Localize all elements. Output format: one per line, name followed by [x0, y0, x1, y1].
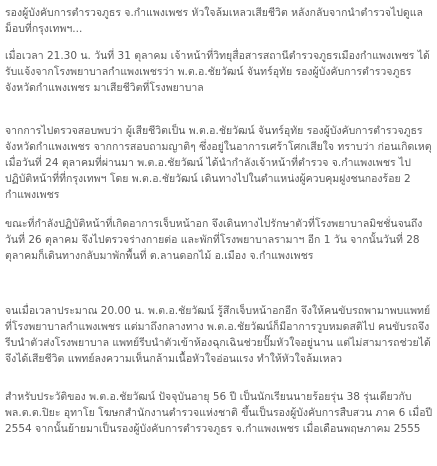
article-paragraph: ขณะที่กำลังปฏิบัติหน้าที่เกิดอาการเจ็บหน้าอก จึงเดินทางไปรักษาตัวที่โรงพยาบาลมิชชั่นจนถึงวันที่ 26 ตุลาคม จึงไปตรวจร่างกายต่อ และพักที่โรงพยาบาลรามาฯ อีก 1 วัน จากนั้นวันที่ 28 ตุลาคมก็เดินทางกลับมาพักพื้นที่ ต.ลานดอกไม้ อ.เมือง จ.กำแพงเพชร	[5, 218, 423, 262]
article-paragraph: สำหรับประวัติของ พ.ต.อ.ชัยวัฒน์ ปัจจุบันอายุ 56 ปี เป็นนักเรียนนายร้อยรุ่น 38 รุ่นเดียวกับ พล.ต.ต.ปิยะ อุทาโย โฆษกสำนักงานตำรวจแห่งชาติ ขึ้นเป็นรองผู้บังคับการสืบสวน ภาค 6 เมื่อปี 2554 จากนั้นย้ายมาเป็นรองผู้บังคับการตำรวจภูธร จ.กำแพงเพชร เมื่อเดือนพฤษภาคม 2555	[5, 391, 433, 435]
article-paragraph: จากการไปตรวจสอบพบว่า ผู้เสียชีวิตเป็น พ.ต.อ.ชัยวัฒน์ จันทร์อุทัย รองผู้บังคับการตำรวจภูธรจังหวัดกำแพงเพชร จากการสอบถามญาติๆ ซึ่งอยู่ในอาการเศร้าโศกเสียใจ ทราบว่า ก่อนเกิดเหตุเมื่อวันที่ 24 ตุลาคมที่ผ่านมา พ.ต.อ.ชัยวัฒน์ ได้นำกำลังเจ้าหน้าที่ตำรวจ จ.กำแพงเพชร ไปปฏิบัติหน้าที่ที่กรุงเทพฯ โดย พ.ต.อ.ชัยวัฒน์ เดินทางไปในตำแหน่งผู้ควบคุมฝูงชนกองร้อย 2 กำแพงเพชร	[5, 125, 432, 201]
article-headline: รองผู้บังคับการตำรวจภูธร จ.กำแพงเพชร หัวใจล้มเหลวเสียชีวิต หลังกลับจากนำตำรวจไปดูแลม็อบที่กรุงเทพฯ...	[5, 7, 423, 35]
article-paragraph: จนเมื่อเวลาประมาณ 20.00 น. พ.ต.อ.ชัยวัฒน์ รู้สึกเจ็บหน้าอกอีก จึงให้คนขับรถพามาพบแพทย์ที่โรงพยาบาลกำแพงเพชร แต่มาถึงกลางทาง พ.ต.อ.ชัยวัฒน์ก็มีอาการวูบหมดสติไป คนขับรถจึงรีบนำตัวส่งโรงพยาบาล แพทย์รีบนำตัวเข้าห้องฉุกเฉินช่วยปั๊มหัวใจอยู่นาน แต่ไม่สามารถช่วยได้ จึงได้เสียชีวิต แพทย์ลงความเห็นกล้ามเนื้อหัวใจอ่อนแรง ทำให้หัวใจล้มเหลว	[5, 305, 431, 365]
article-paragraph: เมื่อเวลา 21.30 น. วันที่ 31 ตุลาคม เจ้าหน้าที่วิทยุสื่อสารสถานีตำรวจภูธรเมืองกำแพงเพชร ได้รับแจ้งจากโรงพยาบาลกำแพงเพชรว่า พ.ต.อ.ชัยวัฒน์ จันทร์อุทัย รองผู้บังคับการตำรวจภูธรจังหวัดกำแพงเพชร มาเสียชีวิตที่โรงพยาบาล	[5, 50, 430, 94]
